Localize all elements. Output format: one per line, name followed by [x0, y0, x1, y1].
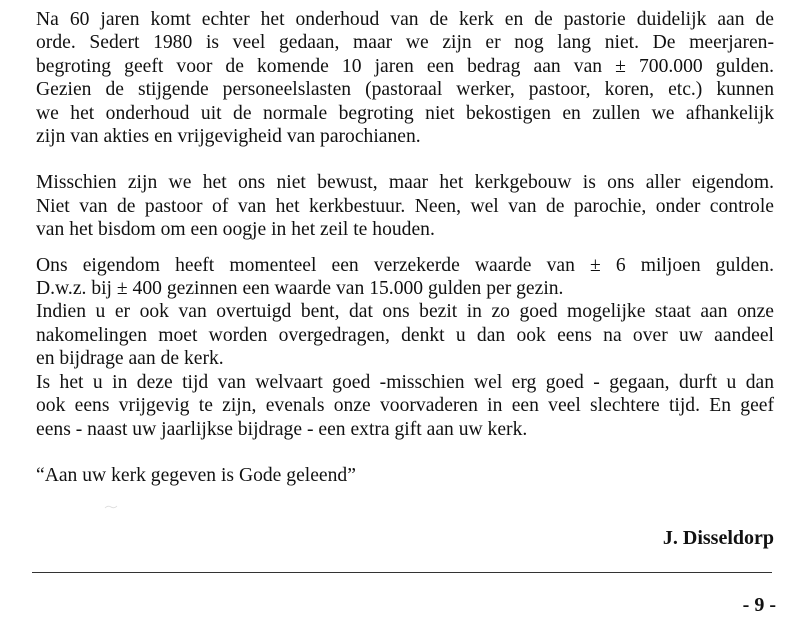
document-body — [36, 8, 774, 487]
text-line: orde. Sedert 1980 is veel gedaan, maar we zijn er nog lang niet. De meerjaren- — [36, 32, 774, 54]
text-line: ook eens vrijgevig te zijn, evenals onze voorvaderen in een veel slechtere tijd. En geef — [36, 395, 774, 417]
text-line: Niet van de pastoor of van het kerkbestuur. Neen, wel van de parochie, onder controle — [36, 195, 774, 217]
paragraph-maintenance — [36, 8, 774, 148]
paragraph-extra-gift — [36, 371, 774, 441]
text-line: eens - naast uw jaarlijkse bijdrage - een extra gift aan uw kerk. — [36, 418, 528, 440]
scan-speck — [104, 504, 118, 510]
closing-quote — [36, 464, 774, 487]
paragraph-insured-value — [36, 254, 774, 301]
text-line: Indien u er ook van overtuigd bent, dat ons bezit in zo goed mogelijke staat aan onze — [36, 301, 774, 323]
footer-divider — [32, 572, 772, 573]
paragraph-ownership — [36, 171, 774, 241]
text-line: Is het u in deze tijd van welvaart goed -misschien wel erg goed - gegaan, durft u dan — [36, 371, 774, 393]
text-line: Misschien zijn we het ons niet bewust, maar het kerkgebouw is ons aller eigendom. — [36, 172, 774, 194]
text-line: begroting geeft voor de komende 10 jaren een bedrag aan van ± 700.000 gulden. — [36, 55, 774, 77]
text-line: nakomelingen moet worden overgedragen, denkt u dan ook eens na over uw aandeel — [36, 324, 774, 346]
text-line: D.w.z. bij ± 400 gezinnen een waarde van 15.000 gulden per gezin. — [36, 278, 564, 300]
page-number: - 9 - — [742, 594, 776, 616]
quote-text: “Aan uw kerk gegeven is Gode geleend” — [36, 464, 356, 486]
text-line: Ons eigendom heeft momenteel een verzekerde waarde van ± 6 miljoen gulden. — [36, 254, 774, 276]
text-line: Na 60 jaren komt echter het onderhoud van de kerk en de pastorie duidelijk aan de — [36, 9, 774, 30]
signature: J. Disseldorp — [662, 527, 774, 549]
text-line: Gezien de stijgende personeelslasten (pastoraal werker, pastoor, koren, etc.) kunnen — [36, 79, 774, 101]
text-line: zijn van akties en vrijgevigheid van parochianen. — [36, 126, 421, 148]
text-line: we het onderhoud uit de normale begroting niet bekostigen en zullen we afhankelijk — [36, 102, 774, 124]
text-line: en bijdrage aan de kerk. — [36, 348, 224, 370]
text-line: van het bisdom om een oogje in het zeil te houden. — [36, 219, 435, 241]
paragraph-contribution — [36, 300, 774, 370]
